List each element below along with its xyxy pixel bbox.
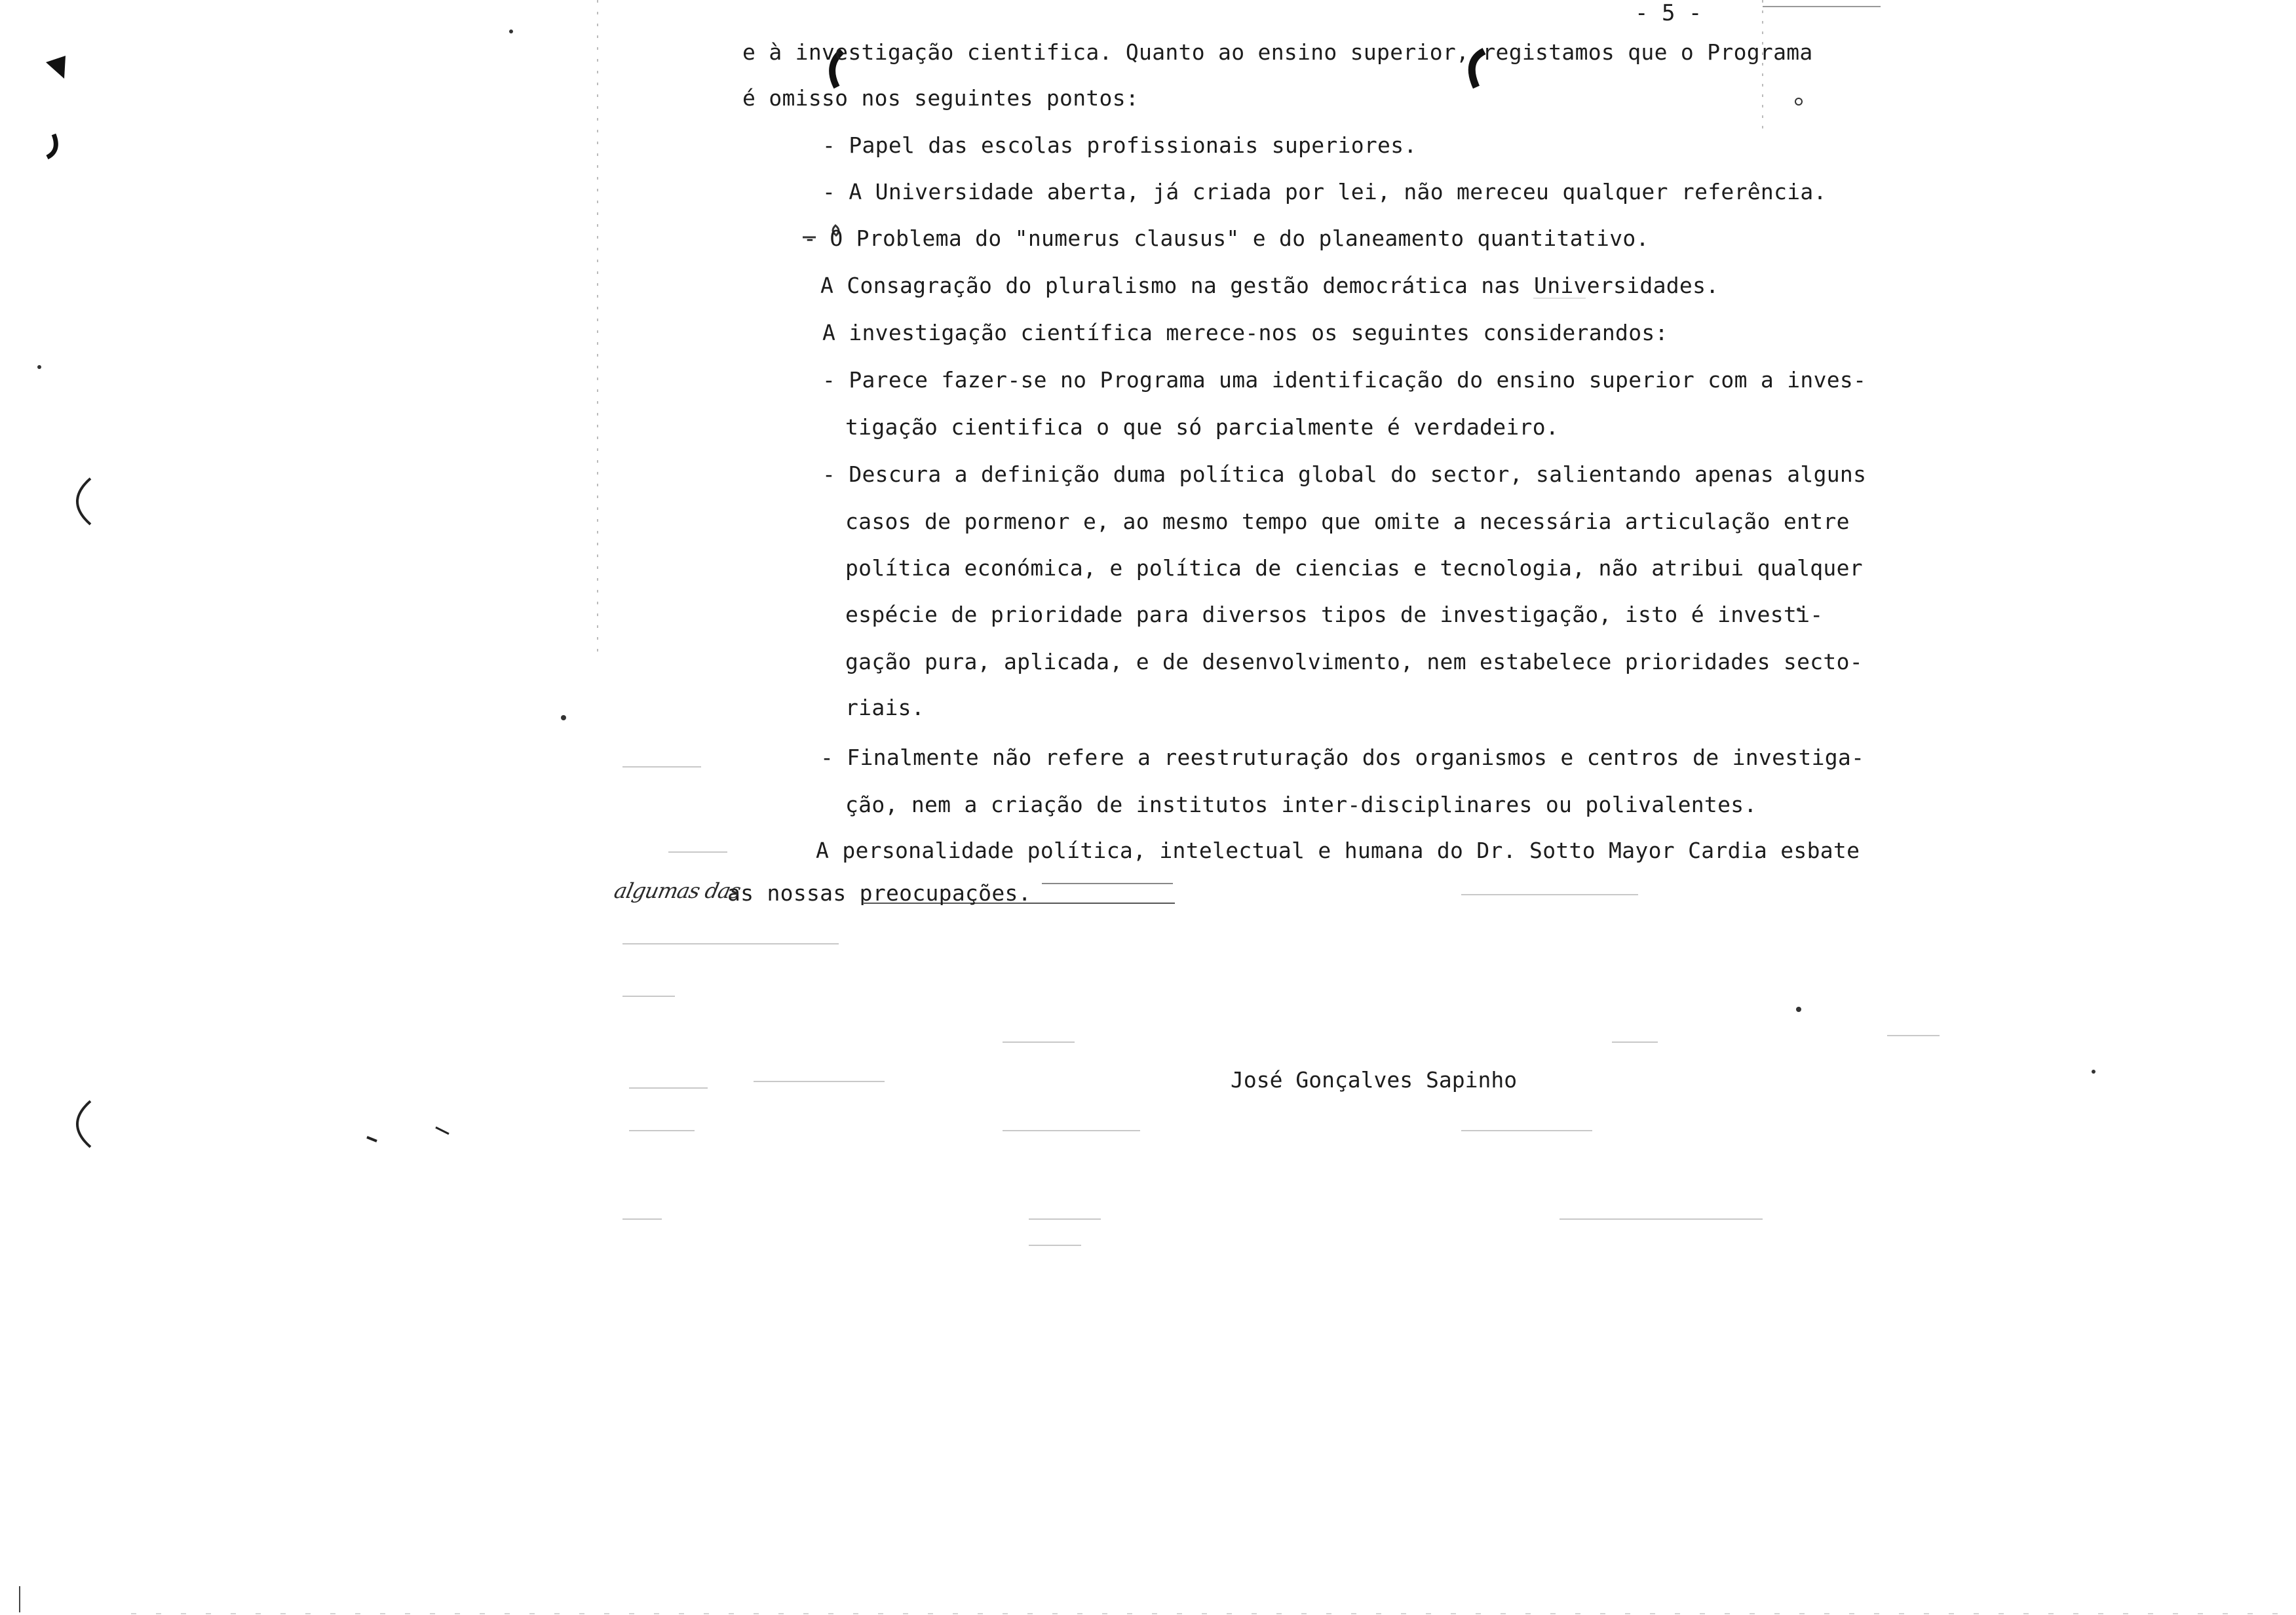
text-line: A personalidade política, intelectual e humana do Dr. Sotto Mayor Cardia esbate <box>816 838 1860 863</box>
text-line: tigação cientifica o que só parcialmente é verdadeiro. <box>845 414 1559 440</box>
list-item: - A Universidade aberta, já criada por lei, não mereceu qualquer referência. <box>822 179 1827 204</box>
list-item: - Parece fazer-se no Programa uma identificação do ensino superior com a inves- <box>822 367 1867 393</box>
scan-mark <box>46 56 66 79</box>
list-item: - Finalmente não refere a reestruturação dos organismos e centros de investiga- <box>820 745 1865 770</box>
scan-mark <box>37 365 41 369</box>
handwritten-note-text: algumas das <box>611 878 743 903</box>
hole-punch-mark <box>77 478 90 524</box>
text-line: e à investigação cientifica. Quanto ao ensino superior, registamos que o Programa <box>742 39 1813 65</box>
scan-mark <box>436 1127 449 1134</box>
scan-mark <box>1796 1007 1801 1012</box>
text-line: casos de pormenor e, ao mesmo tempo que omite a necessária articulação entre <box>845 509 1850 534</box>
text-line: riais. <box>845 695 925 720</box>
page-number: - 5 - <box>1635 0 1702 26</box>
handwritten-note <box>611 873 746 919</box>
text-line: A investigação científica merece-nos os seguintes considerandos: <box>822 320 1668 345</box>
list-item: - O Problema do "numerus clausus" e do planeamento quantitativo. <box>803 225 1649 251</box>
text-line: as nossas preocupações. <box>727 880 1031 906</box>
scan-mark <box>2092 1070 2095 1074</box>
list-item: A Consagração do pluralismo na gestão democrática nas Universidades. <box>820 273 1719 298</box>
hole-punch-mark <box>77 1101 90 1147</box>
signature-name: José Gonçalves Sapinho <box>1231 1067 1518 1093</box>
list-item: - Descura a definição duma política global do sector, salientando apenas alguns <box>822 461 1867 487</box>
scan-mark <box>561 715 566 720</box>
text-line: é omisso nos seguintes pontos: <box>742 85 1139 111</box>
text-line: espécie de prioridade para diversos tipos de investigação, isto é investi- <box>845 602 1824 627</box>
text-line: ção, nem a criação de institutos inter-disciplinares ou polivalentes. <box>845 792 1757 817</box>
list-item: - Papel das escolas profissionais superiores. <box>822 132 1417 158</box>
scan-mark <box>1795 98 1802 105</box>
scan-mark <box>367 1137 377 1141</box>
scan-mark <box>509 29 513 33</box>
text-line: gação pura, aplicada, e de desenvolvimento, nem estabelece prioridades secto- <box>845 649 1863 674</box>
text-line: política económica, e política de ciencias e tecnologia, não atribui qualquer <box>845 555 1863 581</box>
scan-mark <box>47 134 56 157</box>
